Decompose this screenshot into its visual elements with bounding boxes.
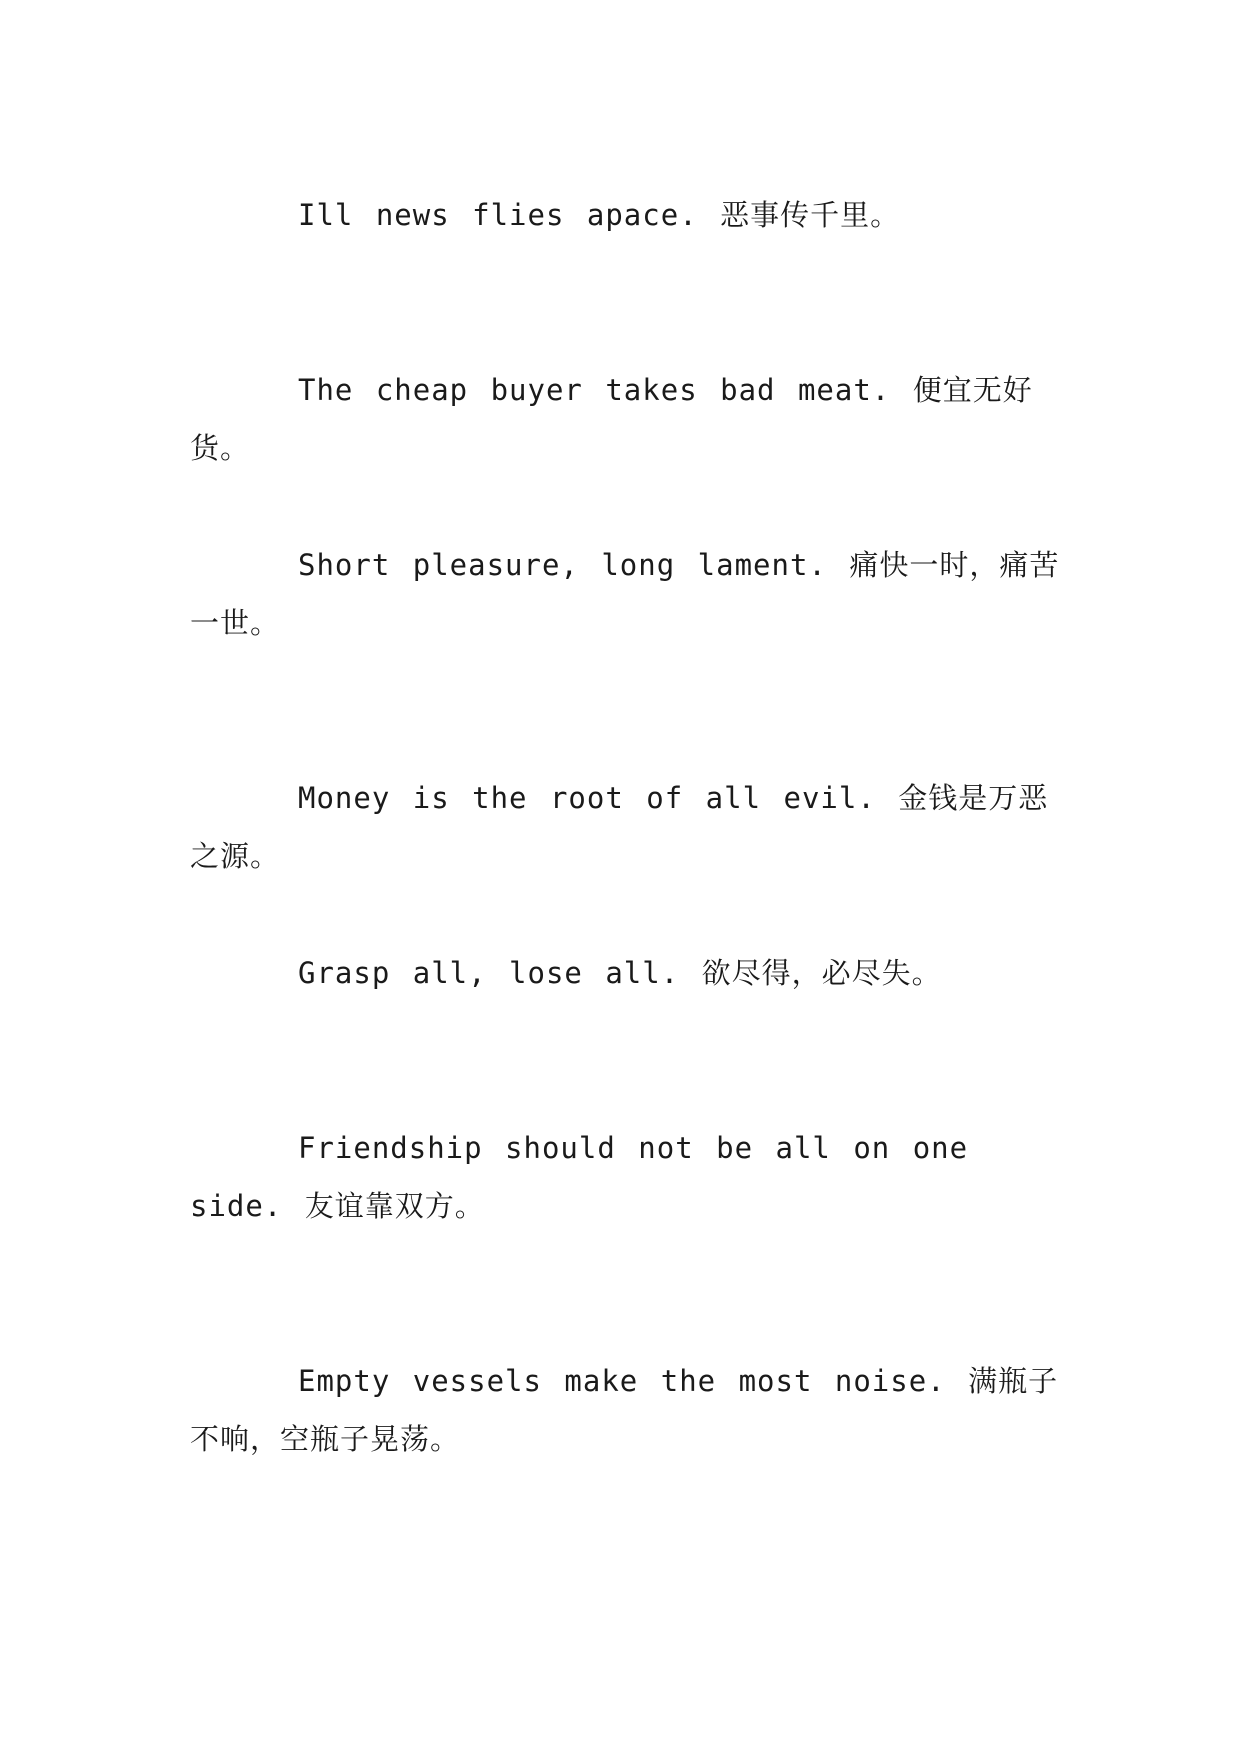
proverb-chinese: 恶事传千里。 — [720, 198, 901, 232]
proverb-english: Friendship should not be all on one side. — [190, 1131, 969, 1223]
proverb-chinese: 便宜无好货。 — [190, 373, 1033, 465]
proverb-chinese: 满瓶子不响，空瓶子晃荡。 — [190, 1364, 1059, 1456]
proverb-chinese: 痛快一时，痛苦一世。 — [190, 548, 1060, 640]
proverb-paragraph — [190, 1119, 1070, 1235]
proverb-english: Money is the root of all evil. — [298, 781, 876, 815]
proverb-chinese: 友谊靠双方。 — [304, 1189, 485, 1223]
proverb-english: Short pleasure, long lament. — [298, 548, 827, 582]
proverb-chinese: 金钱是万恶之源。 — [190, 781, 1049, 873]
proverb-paragraph — [190, 186, 1070, 244]
proverb-english: The cheap buyer takes bad meat. — [298, 373, 891, 407]
proverb-paragraph — [190, 769, 1070, 885]
proverb-paragraph — [190, 944, 1070, 1002]
proverb-english: Empty vessels make the most noise. — [298, 1364, 946, 1398]
proverb-english: Ill news flies apace. — [298, 198, 698, 232]
proverb-english: Grasp all, lose all. — [298, 956, 680, 990]
proverb-paragraph — [190, 361, 1070, 477]
proverb-chinese: 欲尽得，必尽失。 — [701, 956, 942, 990]
proverb-paragraph — [190, 536, 1070, 652]
proverb-paragraph — [190, 1352, 1070, 1468]
